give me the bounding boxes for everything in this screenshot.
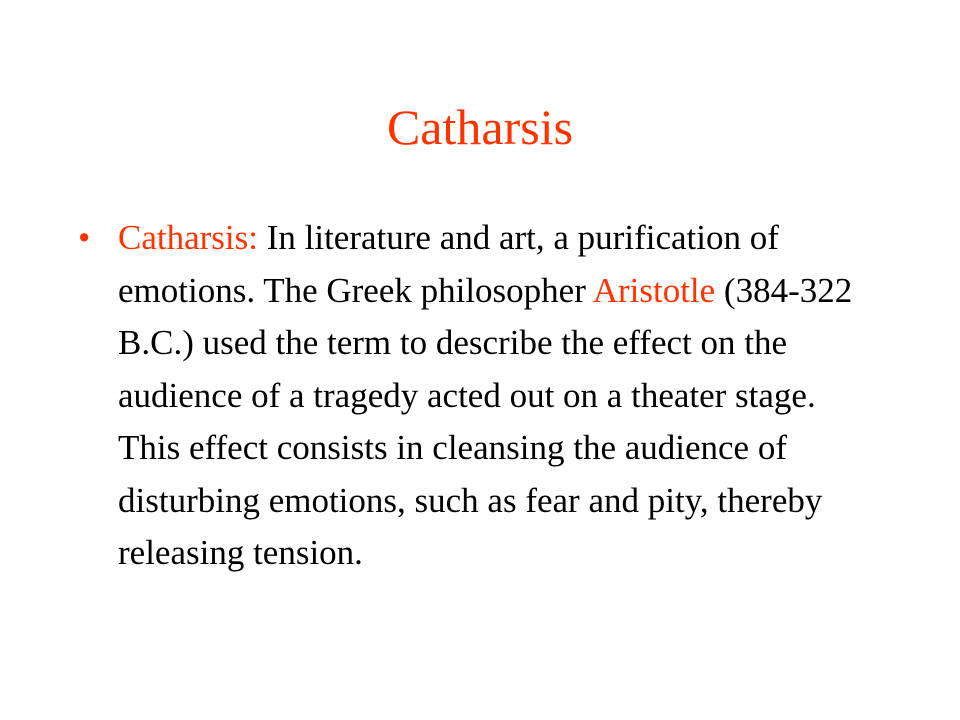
bullet-list [78, 212, 878, 580]
term-catharsis: Catharsis: [118, 218, 258, 257]
bullet-item [78, 212, 878, 580]
definition-text-part-2: (384-322 B.C.) used the term to describe the effect on the audience of a tragedy acted out on a theater stage. This effect consists in cleansing the audience of disturbing emotions, such as fear and pity, thereby releasing tension. [118, 270, 853, 572]
definition-text-part-1: In literature and art, a purification of emotions. The Greek philosopher [118, 218, 779, 310]
bullet-dot-icon: • [78, 218, 91, 257]
term-aristotle: Aristotle [592, 270, 716, 310]
slide-title: Catharsis [386, 99, 574, 155]
